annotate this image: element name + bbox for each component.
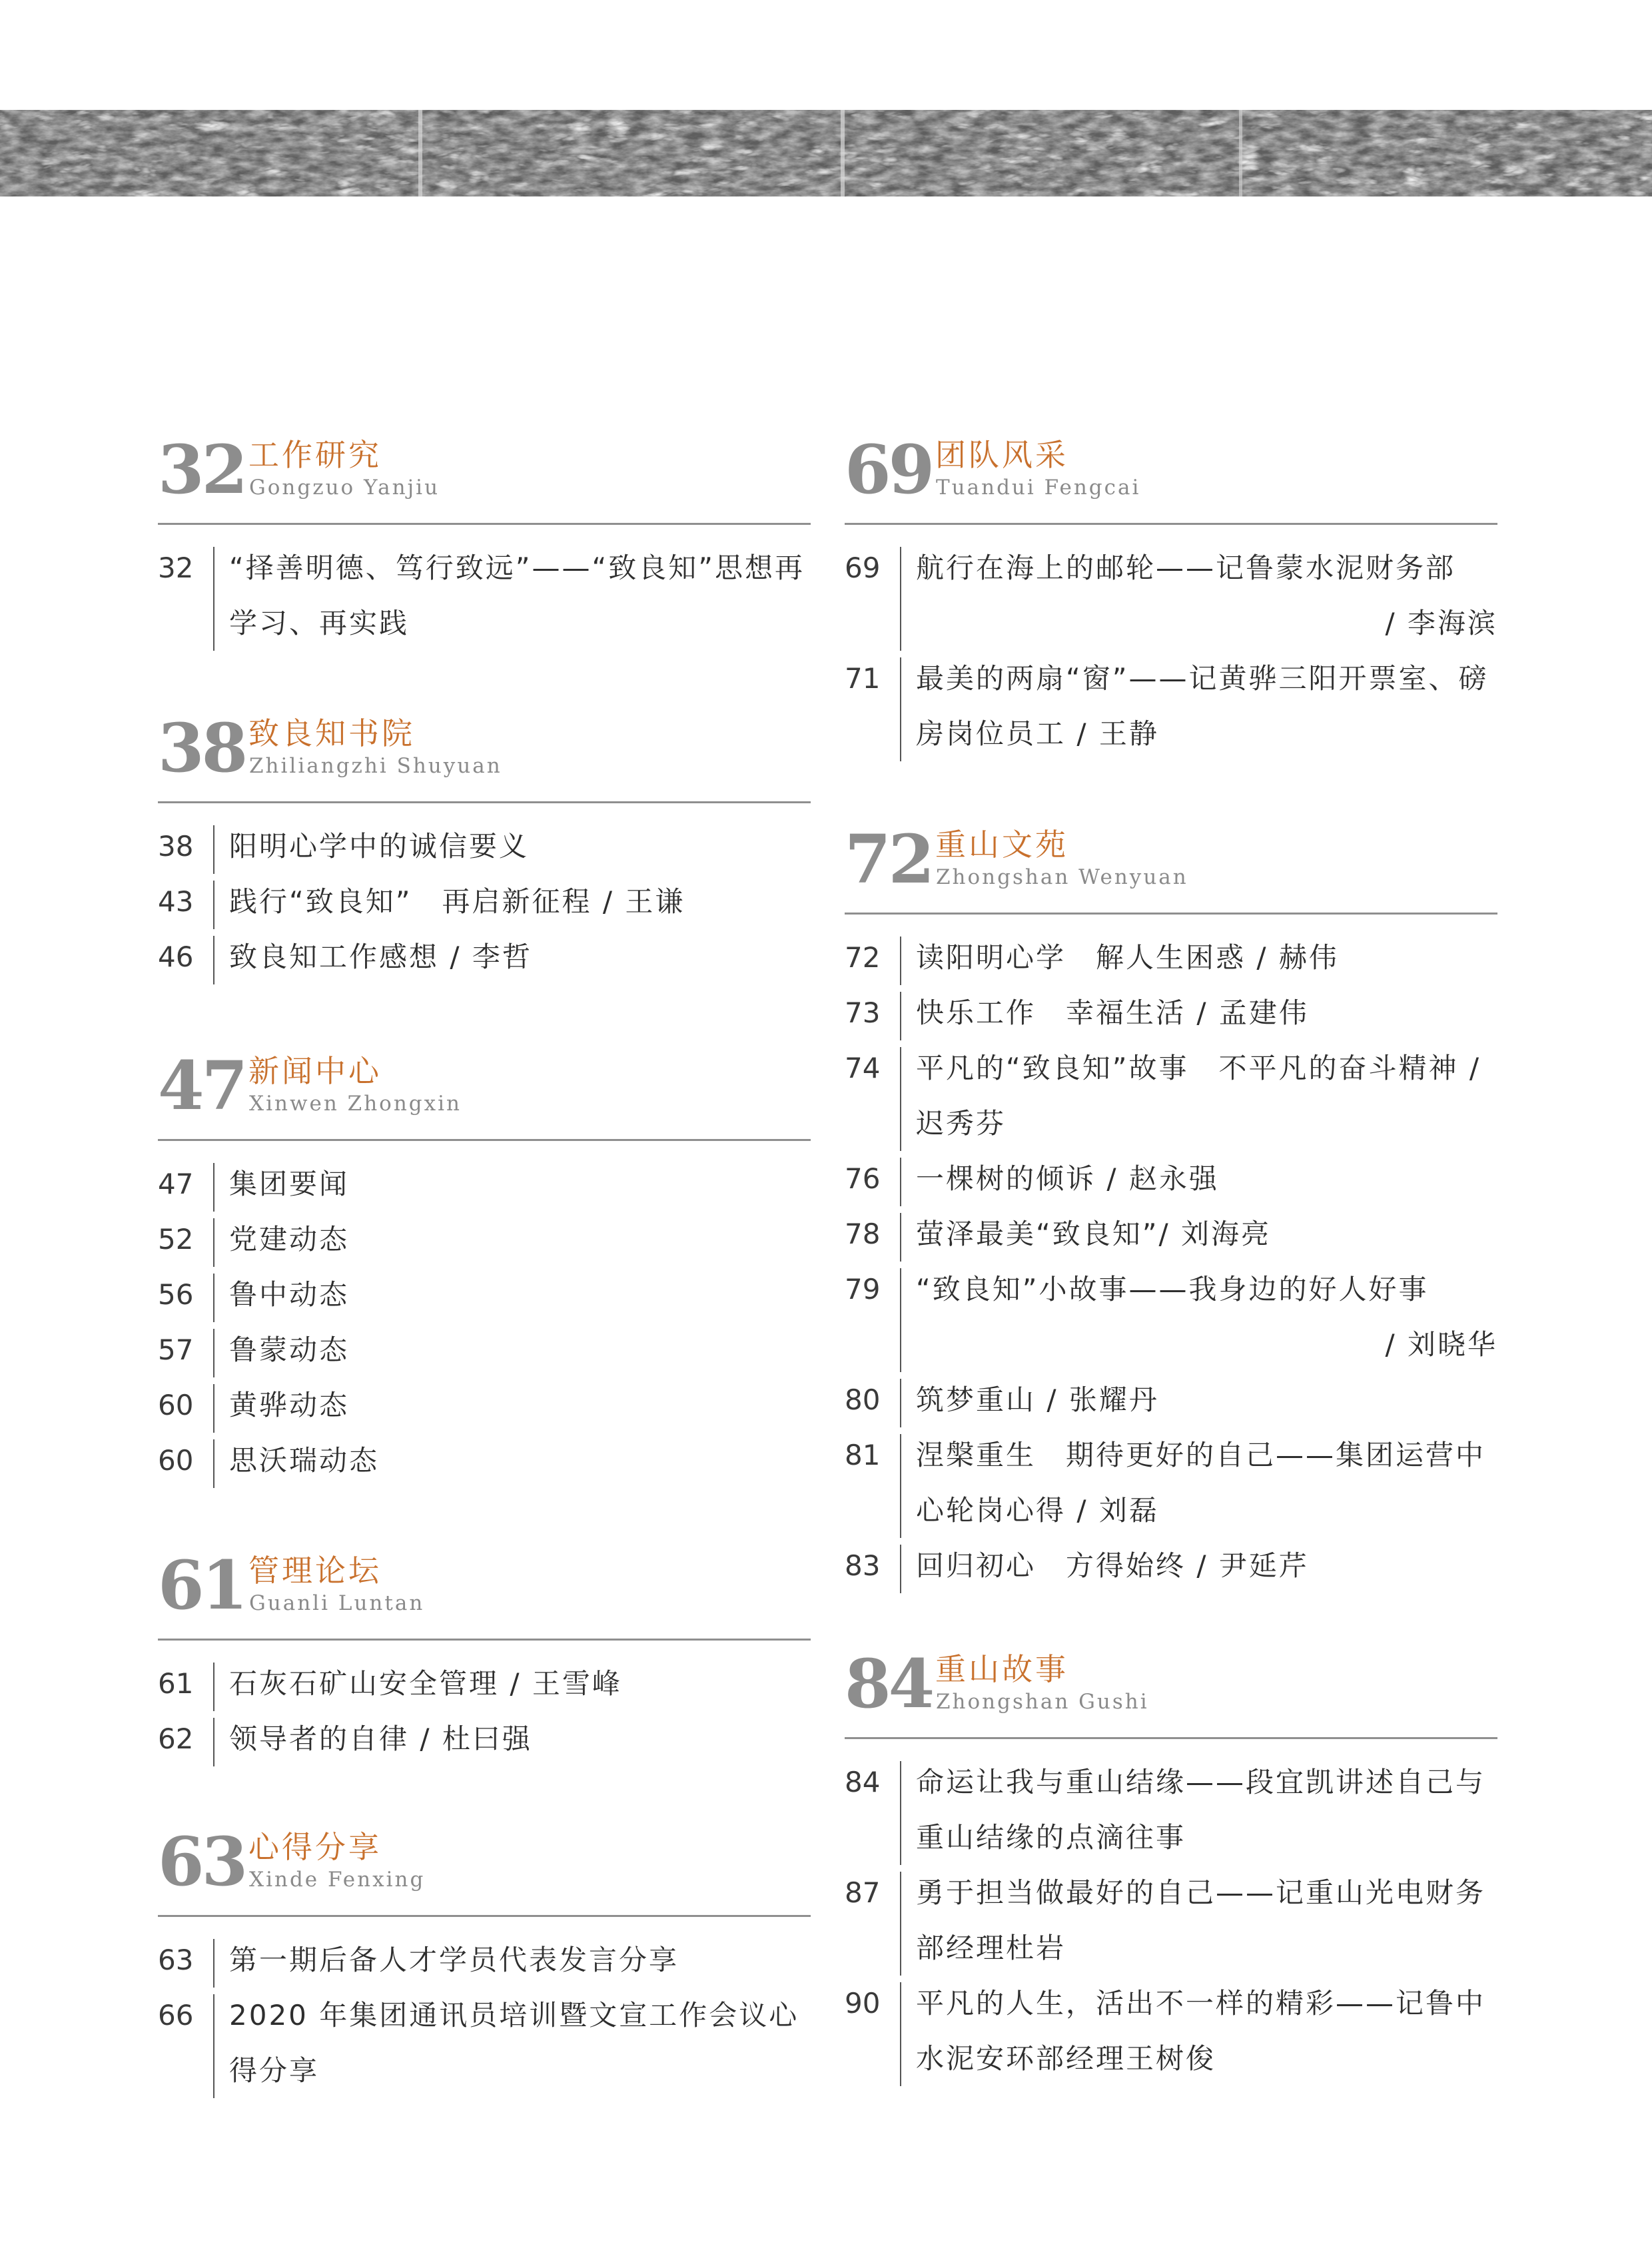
entry-page-number: 79 [845, 1273, 881, 1306]
section-pinyin: Guanli Luntan [249, 1591, 425, 1615]
entry-title-block [901, 540, 1497, 651]
section-divider [845, 523, 1497, 525]
entry-page-number: 72 [845, 941, 881, 974]
toc-entry[interactable] [158, 1377, 811, 1433]
toc-entry[interactable] [158, 1988, 811, 2098]
toc-entry[interactable] [158, 1267, 811, 1322]
entry-page-number: 78 [845, 1218, 881, 1250]
toc-entry[interactable] [845, 1372, 1497, 1427]
entry-page-number: 83 [845, 1549, 881, 1582]
entry-page-number: 73 [845, 996, 881, 1029]
toc-entry[interactable] [158, 874, 811, 929]
entry-title: 鲁蒙动态 [229, 1333, 350, 1366]
section-entries [158, 1932, 811, 2098]
carved-relief-banner [0, 110, 1652, 196]
toc-section [158, 1822, 811, 2087]
section-entries [158, 819, 811, 984]
toc-section [845, 430, 1497, 750]
entry-title: 一棵树的倾诉 / 赵永强 [916, 1162, 1219, 1195]
entry-title: 平凡的人生，活出不一样的精彩——记鲁中水泥安环部经理王树俊 [916, 1987, 1486, 2075]
section-entries [845, 540, 1497, 761]
entry-title: 2020 年集团通讯员培训暨文宣工作会议心得分享 [229, 1999, 799, 2087]
entry-title: 鲁中动态 [229, 1278, 350, 1311]
section-entries [845, 930, 1497, 1593]
entry-page-number: 76 [845, 1162, 881, 1195]
section-page-number: 47 [158, 1046, 246, 1125]
toc-entry[interactable] [158, 1433, 811, 1488]
entry-title: 领导者的自律 / 杜曰强 [229, 1722, 532, 1755]
toc-entry[interactable] [158, 1212, 811, 1267]
entry-page-number: 60 [158, 1389, 194, 1421]
entry-author: / 李海滨 [1385, 607, 1497, 639]
section-pinyin: Gongzuo Yanjiu [249, 476, 440, 500]
entry-page-number: 43 [158, 885, 194, 918]
toc-entry[interactable] [845, 1754, 1497, 1865]
section-title: 致良知书院 [248, 715, 415, 751]
toc-entry[interactable] [845, 985, 1497, 1040]
toc-entry[interactable] [845, 930, 1497, 985]
toc-section [158, 709, 811, 973]
toc-entry[interactable] [845, 651, 1497, 761]
section-pinyin: Xinde Fenxing [249, 1868, 426, 1892]
entry-page-number: 90 [845, 1987, 881, 2020]
relief-pattern-image [0, 110, 1652, 196]
entry-page-number: 80 [845, 1383, 881, 1416]
toc-entry[interactable] [158, 1932, 811, 1988]
entry-title: 萤泽最美“致良知”/ 刘海亮 [916, 1218, 1272, 1250]
entry-title: 平凡的“致良知”故事 不平凡的奋斗精神 / 迟秀芬 [916, 1052, 1481, 1140]
entry-page-number: 81 [845, 1439, 881, 1471]
entry-title-block [901, 1262, 1497, 1372]
section-title: 管理论坛 [248, 1553, 382, 1589]
section-entries [158, 1656, 811, 1766]
section-divider [158, 1139, 811, 1141]
entry-page-number: 46 [158, 940, 194, 973]
entry-page-number: 38 [158, 830, 194, 863]
entry-title: 党建动态 [229, 1223, 350, 1256]
section-header [158, 1822, 811, 1915]
section-page-number: 69 [845, 430, 933, 509]
entry-title: 思沃瑞动态 [229, 1444, 380, 1477]
entry-page-number: 56 [158, 1278, 194, 1311]
section-divider [158, 1915, 811, 1917]
toc-entry[interactable] [158, 540, 811, 651]
section-pinyin: Tuandui Fengcai [936, 476, 1141, 500]
section-title: 工作研究 [248, 437, 382, 473]
toc-section [158, 1046, 811, 1477]
entry-page-number: 60 [158, 1444, 194, 1477]
entry-page-number: 61 [158, 1667, 194, 1700]
section-header [158, 430, 811, 523]
entry-page-number: 47 [158, 1168, 194, 1200]
section-divider [158, 801, 811, 803]
section-header [158, 1546, 811, 1639]
toc-entry[interactable] [158, 1156, 811, 1212]
toc-entry[interactable] [845, 1040, 1497, 1151]
entry-page-number: 62 [158, 1722, 194, 1755]
toc-section [158, 430, 811, 639]
toc-section [158, 1546, 811, 1755]
section-divider [845, 913, 1497, 915]
entry-title: 践行“致良知” 再启新征程 / 王谦 [229, 885, 685, 918]
section-page-number: 72 [845, 820, 933, 899]
entry-title: 涅槃重生 期待更好的自己——集团运营中心轮岗心得 / 刘磊 [916, 1439, 1486, 1527]
toc-entry[interactable] [845, 1262, 1497, 1372]
section-title: 团队风采 [935, 437, 1068, 473]
toc-entry[interactable] [845, 540, 1497, 651]
section-page-number: 38 [158, 709, 246, 787]
section-page-number: 61 [158, 1546, 246, 1625]
toc-entry[interactable] [845, 1206, 1497, 1262]
entry-title: 阳明心学中的诚信要义 [229, 830, 530, 863]
entry-page-number: 74 [845, 1052, 881, 1084]
toc-entry[interactable] [845, 1427, 1497, 1538]
entry-page-number: 69 [845, 552, 881, 584]
entry-title: 集团要闻 [229, 1168, 350, 1200]
section-divider [158, 1639, 811, 1641]
entry-title: 勇于担当做最好的自己——记重山光电财务部经理杜岩 [916, 1876, 1486, 1964]
section-title: 重山文苑 [935, 827, 1068, 863]
toc-entry[interactable] [158, 1322, 811, 1377]
entry-title: 筑梦重山 / 张耀丹 [916, 1383, 1159, 1416]
entry-title: 命运让我与重山结缘——段宜凯讲述自己与重山结缘的点滴往事 [916, 1766, 1486, 1854]
toc-section [845, 1645, 1497, 2075]
section-header [845, 430, 1497, 523]
entry-title: 快乐工作 幸福生活 / 孟建伟 [916, 996, 1309, 1029]
section-pinyin: Zhongshan Wenyuan [936, 865, 1188, 889]
entry-author: / 刘晓华 [1385, 1328, 1497, 1361]
entry-title: “致良知”小故事——我身边的好人好事 [916, 1273, 1429, 1306]
section-entries [158, 540, 811, 651]
section-divider [845, 1737, 1497, 1739]
entry-page-number: 66 [158, 1999, 194, 2032]
section-page-number: 63 [158, 1822, 246, 1901]
entry-page-number: 57 [158, 1333, 194, 1366]
toc-entry[interactable] [845, 1976, 1497, 2086]
entry-title: 读阳明心学 解人生困惑 / 赫伟 [916, 941, 1339, 974]
section-page-number: 84 [845, 1645, 933, 1723]
section-entries [158, 1156, 811, 1488]
section-divider [158, 523, 811, 525]
toc-entry[interactable] [845, 1865, 1497, 1976]
toc-entry[interactable] [158, 819, 811, 874]
section-title: 新闻中心 [248, 1053, 382, 1089]
section-page-number: 32 [158, 430, 246, 509]
entry-page-number: 87 [845, 1876, 881, 1909]
section-header [845, 1645, 1497, 1737]
entry-title: “择善明德、笃行致远”——“致良知”思想再学习、再实践 [229, 552, 805, 639]
section-header [158, 709, 811, 801]
entry-title: 石灰石矿山安全管理 / 王雪峰 [229, 1667, 622, 1700]
section-pinyin: Xinwen Zhongxin [249, 1092, 462, 1116]
section-pinyin: Zhiliangzhi Shuyuan [249, 754, 502, 778]
section-title: 心得分享 [248, 1829, 382, 1865]
entry-page-number: 84 [845, 1766, 881, 1798]
toc-section [845, 820, 1497, 1582]
entry-title: 回归初心 方得始终 / 尹延芹 [916, 1549, 1309, 1582]
entry-title: 最美的两扇“窗”——记黄骅三阳开票室、磅房岗位员工 / 王静 [916, 662, 1489, 750]
toc-entry[interactable] [158, 1656, 811, 1711]
toc-entry[interactable] [845, 1538, 1497, 1593]
entry-page-number: 52 [158, 1223, 194, 1256]
entry-title: 航行在海上的邮轮——记鲁蒙水泥财务部 [916, 552, 1456, 584]
entry-page-number: 71 [845, 662, 881, 695]
section-entries [845, 1754, 1497, 2086]
entry-page-number: 32 [158, 552, 194, 584]
toc-entry[interactable] [158, 929, 811, 984]
section-header [845, 820, 1497, 913]
toc-entry[interactable] [158, 1711, 811, 1766]
section-pinyin: Zhongshan Gushi [936, 1690, 1149, 1714]
entry-title: 第一期后备人才学员代表发言分享 [229, 1944, 679, 1976]
entry-title: 黄骅动态 [229, 1389, 350, 1421]
toc-entry[interactable] [845, 1151, 1497, 1206]
entry-title: 致良知工作感想 / 李哲 [229, 940, 532, 973]
entry-page-number: 63 [158, 1944, 194, 1976]
section-title: 重山故事 [935, 1651, 1068, 1687]
section-header [158, 1046, 811, 1139]
